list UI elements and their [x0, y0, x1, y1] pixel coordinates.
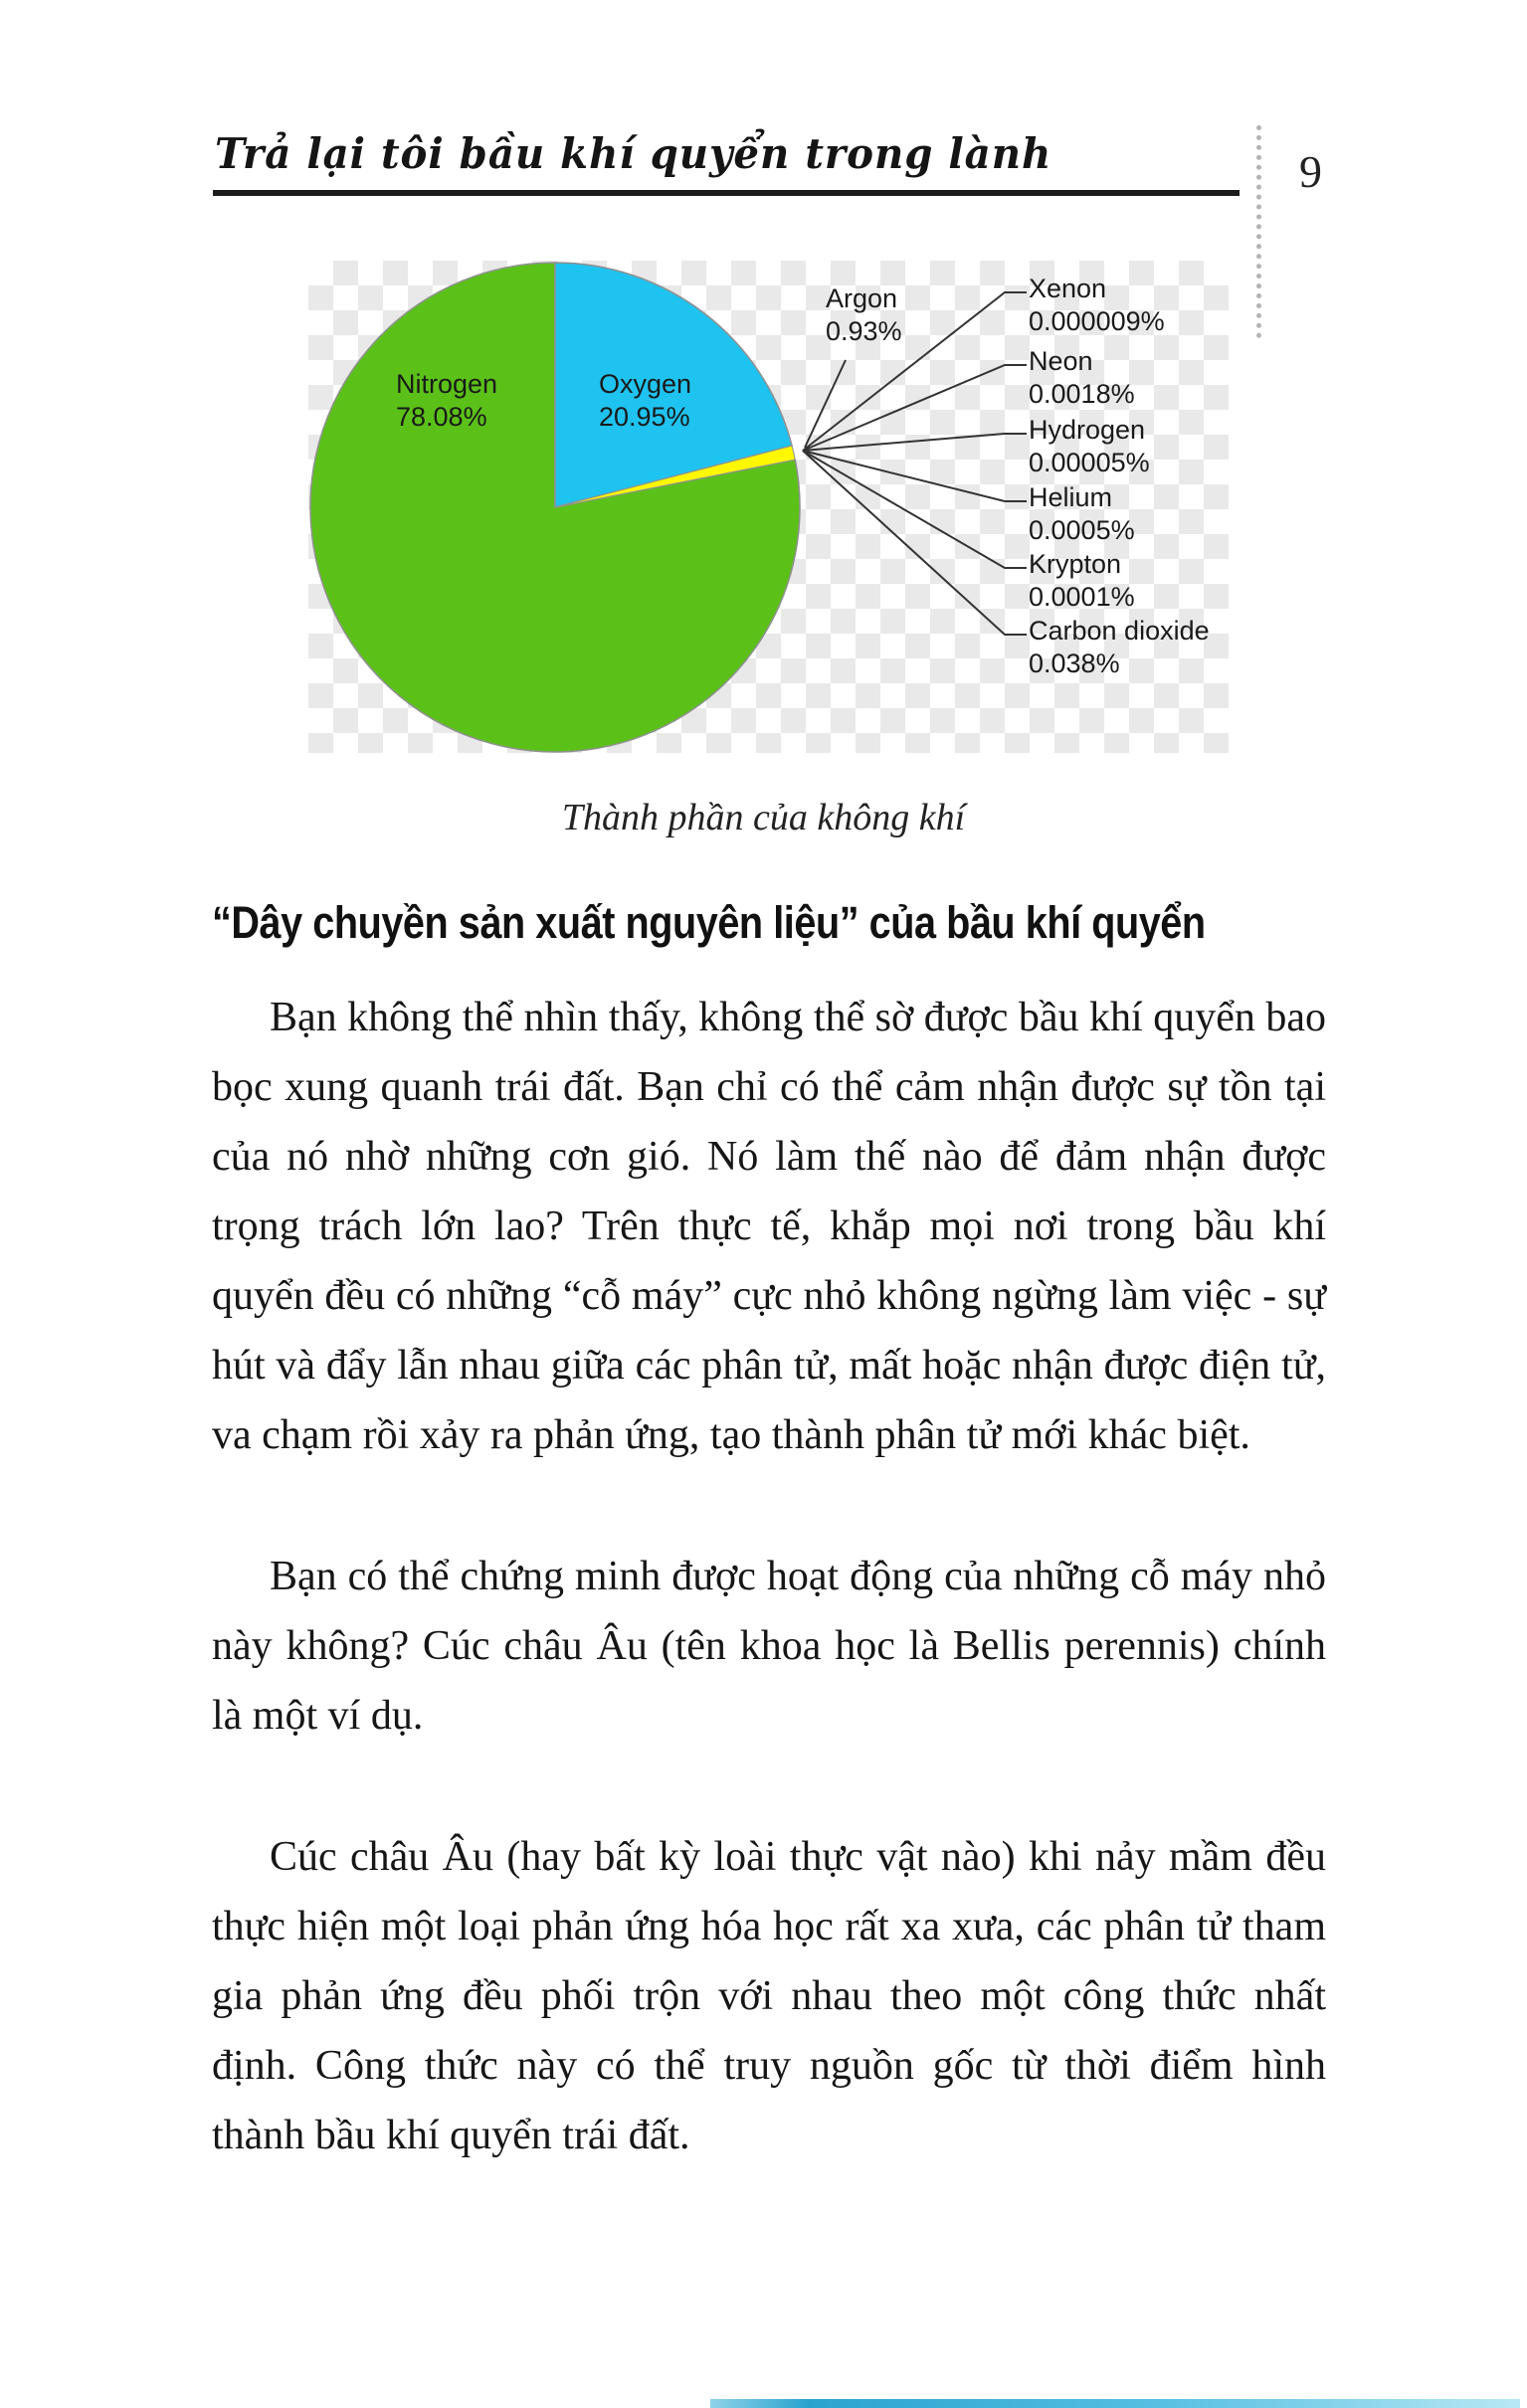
- slice-name: Xenon: [1029, 274, 1107, 303]
- paragraph-3: Cúc châu Âu (hay bất kỳ loài thực vật nào) khi nảy mầm đều thực hiện một loại phản ứng hóa học rất xa xưa, các phân tử tham gia phản ứng đều phối trộn với nhau theo một công thức nhất định. Công thức này có thể truy nguồn gốc từ thời điểm hình thành bầu khí quyển trái đất.: [212, 1834, 1326, 2158]
- leader-line-krypton: [803, 451, 1027, 568]
- slice-name: Helium: [1029, 482, 1113, 512]
- slice-value: 0.0018%: [1029, 379, 1135, 409]
- pie-label-nitrogen: [396, 368, 497, 434]
- slice-value: 0.0001%: [1029, 582, 1135, 612]
- slice-name: Krypton: [1029, 549, 1122, 579]
- slice-name: Neon: [1029, 346, 1093, 376]
- dotted-ornament: [1256, 125, 1261, 338]
- pie-label-argon: [826, 282, 902, 348]
- pie-label-neon: [1029, 345, 1135, 411]
- paragraph-2: Bạn có thể chứng minh được hoạt động của những cỗ máy nhỏ này không? Cúc châu Âu (tên khoa học là Bellis perennis) chính là một ví dụ.: [212, 1554, 1326, 1739]
- figure-caption: Thành phần của không khí: [561, 797, 966, 838]
- slice-name: Nitrogen: [396, 369, 498, 399]
- pie-label-krypton: [1029, 548, 1135, 614]
- page-edge-strip: [710, 2399, 1520, 2408]
- slice-name: Argon: [826, 283, 898, 313]
- slice-value: 20.95%: [599, 402, 690, 432]
- slice-value: 0.93%: [826, 316, 902, 346]
- slice-name: Oxygen: [599, 369, 692, 399]
- slice-value: 0.0005%: [1029, 515, 1135, 545]
- leader-line-helium: [803, 451, 1027, 501]
- paragraph-1: Bạn không thể nhìn thấy, không thể sờ được bầu khí quyển bao bọc xung quanh trái đất. Bạn chỉ có thể cảm nhận được sự tồn tại của nó nhờ những cơn gió. Nó làm thế nào để đảm nhận được trọng trách lớn lao? Trên thực tế, khắp mọi nơi trong bầu khí quyển đều có những “cỗ máy” cực nhỏ không ngừng làm việc - sự hút và đẩy lẫn nhau giữa các phân tử, mất hoặc nhận được điện tử, va chạm rồi xảy ra phản ứng, tạo thành phân tử mới khác biệt.: [212, 995, 1326, 1458]
- section-heading: “Dây chuyền sản xuất nguyên liệu” của bầu khí quyển: [212, 897, 1206, 948]
- slice-name: Hydrogen: [1029, 415, 1146, 445]
- body-text: [212, 983, 1326, 2170]
- running-header-title: Trả lại tôi bầu khí quyển trong lành: [215, 129, 1052, 178]
- pie-label-hydrogen: [1029, 414, 1150, 479]
- pie-label-carbon-dioxide: [1029, 615, 1210, 680]
- slice-value: 78.08%: [396, 402, 487, 432]
- slice-name: Carbon dioxide: [1029, 616, 1210, 646]
- slice-value: 0.00005%: [1029, 448, 1150, 477]
- slice-value: 0.000009%: [1029, 306, 1165, 336]
- page-number: 9: [1299, 146, 1322, 197]
- air-composition-pie-chart: [308, 261, 1229, 753]
- slice-value: 0.038%: [1029, 648, 1120, 678]
- pie-label-oxygen: [599, 368, 691, 434]
- header-rule: [213, 190, 1240, 196]
- pie-label-helium: [1029, 481, 1135, 547]
- pie-label-xenon: [1029, 273, 1165, 338]
